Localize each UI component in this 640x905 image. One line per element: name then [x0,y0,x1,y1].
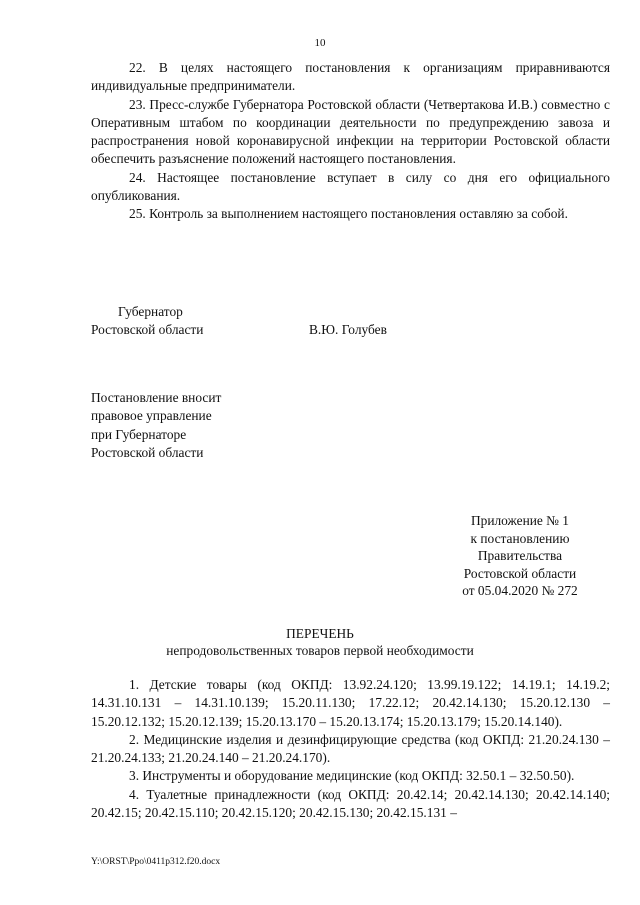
list-item: 2. Медицинские изделия и дезинфицирующие средства (код ОКПД: 21.20.24.130 – 21.20.24.133; 21.20.24.140 – 21.20.24.170). [91,731,610,766]
appendix-header [440,512,600,600]
signer-title: Губернатор [118,304,183,319]
appendix-line: к постановлению [470,530,570,546]
clause-23: 23. Пресс-службе Губернатора Ростовской области (Четвертакова И.В.) совместно с Оперативным штабом по координации деятельности по предупреждению завоза и распространения новой коронавирусной инфекции на территории Ростовской области обеспечить разъяснение положений настоящего постановления. [91,96,610,167]
list-item: 1. Детские товары (код ОКПД: 13.92.24.120; 13.99.19.122; 14.19.1; 14.19.2; 14.31.10.131 – 14.31.10.139; 15.20.11.130; 17.22.12; 20.42.14.130; 15.20.12.130 – 15.20.12.132; 15.20.12.139; 15.20.13.170 – 15.20.13.174; 15.20.13.179; 15.20.14.140). [91,677,610,729]
page-number: 10 [314,37,326,49]
list-item: 3. Инструменты и оборудование медицинские (код ОКПД: 32.50.1 – 32.50.50). [129,768,575,784]
list-item: 4. Туалетные принадлежности (код ОКПД: 20.42.14; 20.42.14.130; 20.42.14.140; 20.42.15; 20.42.15.110; 20.42.15.120; 20.42.15.130; 20.42.15.131 – [91,786,610,821]
appendix-line: Правительства [477,548,563,564]
clause-25: 25. Контроль за выполнением настоящего постановления оставляю за собой. [129,206,568,222]
list-title: ПЕРЕЧЕНЬ [286,626,354,641]
clause-24: 24. Настоящее постановление вступает в силу со дня его официального опубликования. [91,169,610,204]
file-path-footer: Y:\ORST\Ppo\0411p312.f20.docx [91,857,221,867]
signer-region: Ростовской области [91,322,204,337]
submitter-line: правовое управление [91,408,212,424]
appendix-line: от 05.04.2020 № 272 [462,583,578,599]
submitter-line: Постановление вносит [91,390,222,405]
clause-22: 22. В целях настоящего постановления к организациям приравниваются индивидуальные предприниматели. [91,60,610,94]
decree-clauses [91,59,610,224]
submitter-line: при Губернаторе [91,426,187,442]
submitter-line: Ростовской области [91,444,204,460]
signer-name: В.Ю. Голубев [309,322,387,337]
goods-list [91,676,610,822]
submitter-block [91,389,221,462]
appendix-line: Приложение № 1 [470,513,570,528]
list-subtitle: непродовольственных товаров первой необходимости [166,643,474,658]
appendix-line: Ростовской области [463,565,577,581]
